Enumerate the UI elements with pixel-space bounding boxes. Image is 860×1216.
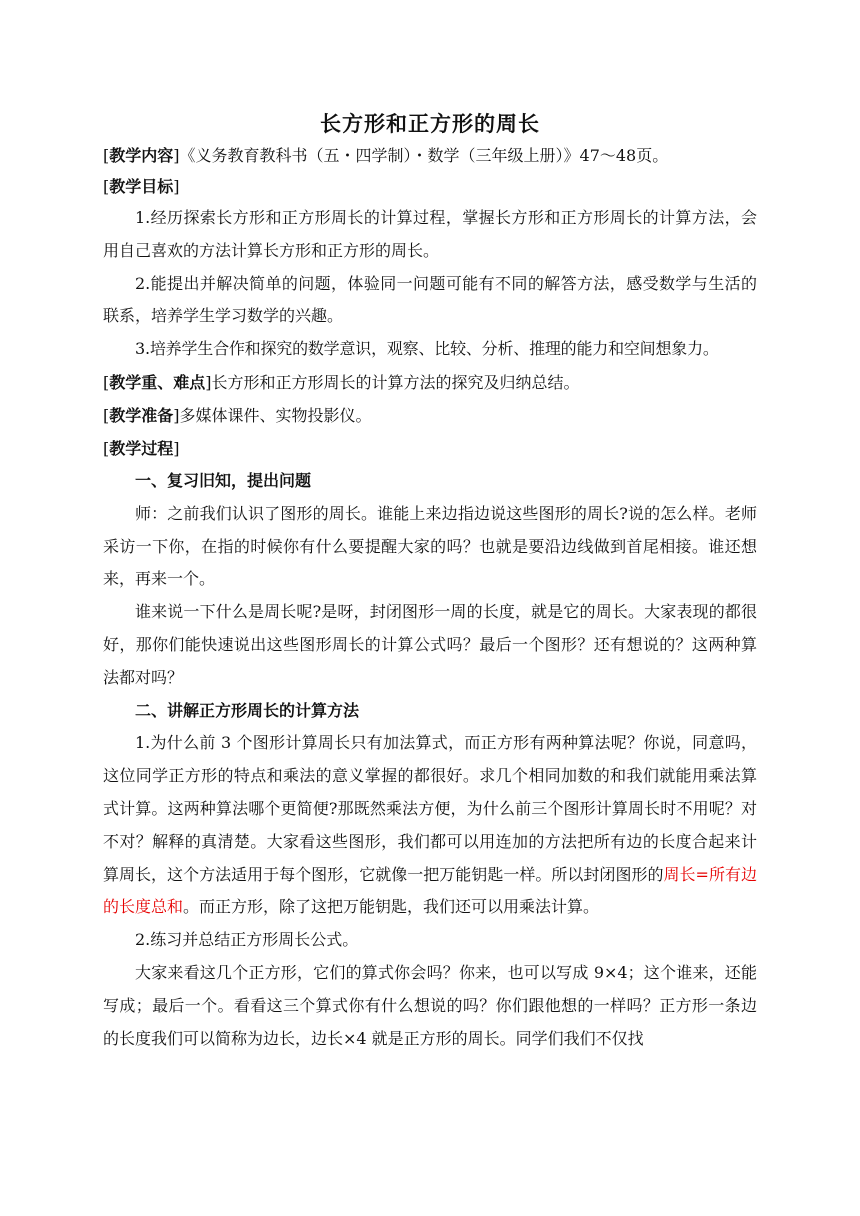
objective-item-3: 3.培养学生合作和探究的数学意识，观察、比较、分析、推理的能力和空间想象力。: [135, 339, 719, 359]
process-label: 教学过程: [109, 438, 174, 458]
section1-paragraph-1: 师：之前我们认识了图形的周长。谁能上来边指边说这些图形的周长?说的怎么样。老师采访一下你，在指的时候你有什么要提醒大家的吗？也就是要沿边线做到首尾相接。谁还想来，再来一个。: [103, 503, 757, 589]
process-heading: [教学过程]: [103, 438, 180, 458]
key-points-line: [教学重、难点]长方形和正方形周长的计算方法的探究及归纳总结。: [103, 372, 580, 392]
preparation-label: 教学准备: [109, 405, 174, 425]
section2-paragraph-2: 2.练习并总结正方形周长公式。: [135, 930, 359, 950]
objectives-label: 教学目标: [109, 177, 174, 196]
perimeter-definition-highlight: 周长=所有边的长度总和: [103, 864, 757, 917]
section-heading-1: 一、复习旧知，提出问题: [135, 470, 312, 490]
section2-paragraph-1: [103, 727, 757, 924]
section1-paragraph-2: 谁来说一下什么是周长呢?是呀，封闭图形一周的长度，就是它的周长。大家表现的都很好，那你们能快速说出这些图形周长的计算公式吗？最后一个图形？还有想说的？这两种算法都对吗？: [103, 602, 757, 687]
key-points-label: 教学重、难点: [109, 372, 206, 392]
document-title: 长方形和正方形的周长: [320, 111, 540, 136]
section2-paragraph-1-start: 1.为什么前 3 个图形计算周长只有加法算式，而正方形有两种算法呢？你说，同意吗，这位同学正方形的特点和乘法的意义掌握的都很好。求几个相同加数的和我们就能用乘法算式计算。这两种算法哪个更简便?那既然乘法方便，为什么前三个图形计算周长时不用呢？对不对？解释的真清楚。大家看这些图形，我们都可以用连加的方法把所有边的长度合起来计算周长，这个方法适用于每个图形，它就像一把万能钥匙一样。所以封闭图形的: [103, 733, 757, 884]
objectives-heading: [教学目标]: [103, 177, 180, 196]
teaching-content-line: [教学内容]《义务教育教科书（五・四学制）・数学（三年级上册）》47～48页。: [103, 146, 669, 165]
teaching-content-label: 教学内容: [109, 146, 174, 165]
section2-paragraph-3: 大家来看这几个正方形，它们的算式你会吗？你来，也可以写成 9×4；这个谁来，还能写成；最后一个。看看这三个算式你有什么想说的吗？你们跟他想的一样吗？正方形一条边的长度我们可以简称为边长，边长×4 就是正方形的周长。同学们我们不仅找: [103, 962, 757, 1048]
preparation-line: [教学准备]多媒体课件、实物投影仪。: [103, 405, 372, 425]
section-heading-2: 二、讲解正方形周长的计算方法: [135, 700, 360, 720]
preparation-text: 多媒体课件、实物投影仪。: [179, 405, 372, 425]
objective-item-1: 1.经历探索长方形和正方形周长的计算过程，掌握长方形和正方形周长的计算方法，会用自己喜欢的方法计算长方形和正方形的周长。: [103, 208, 757, 260]
objective-item-2: 2.能提出并解决简单的问题，体验同一问题可能有不同的解答方法，感受数学与生活的联系，培养学生学习数学的兴趣。: [103, 273, 757, 326]
key-points-text: 长方形和正方形周长的计算方法的探究及归纳总结。: [211, 372, 580, 392]
teaching-content-text: 《义务教育教科书（五・四学制）・数学（三年级上册）》47～48页。: [179, 146, 669, 165]
document-body: [103, 108, 757, 1055]
section2-paragraph-1-end: 。而正方形，除了这把万能钥匙，我们还可以用乘法计算。: [183, 897, 600, 917]
